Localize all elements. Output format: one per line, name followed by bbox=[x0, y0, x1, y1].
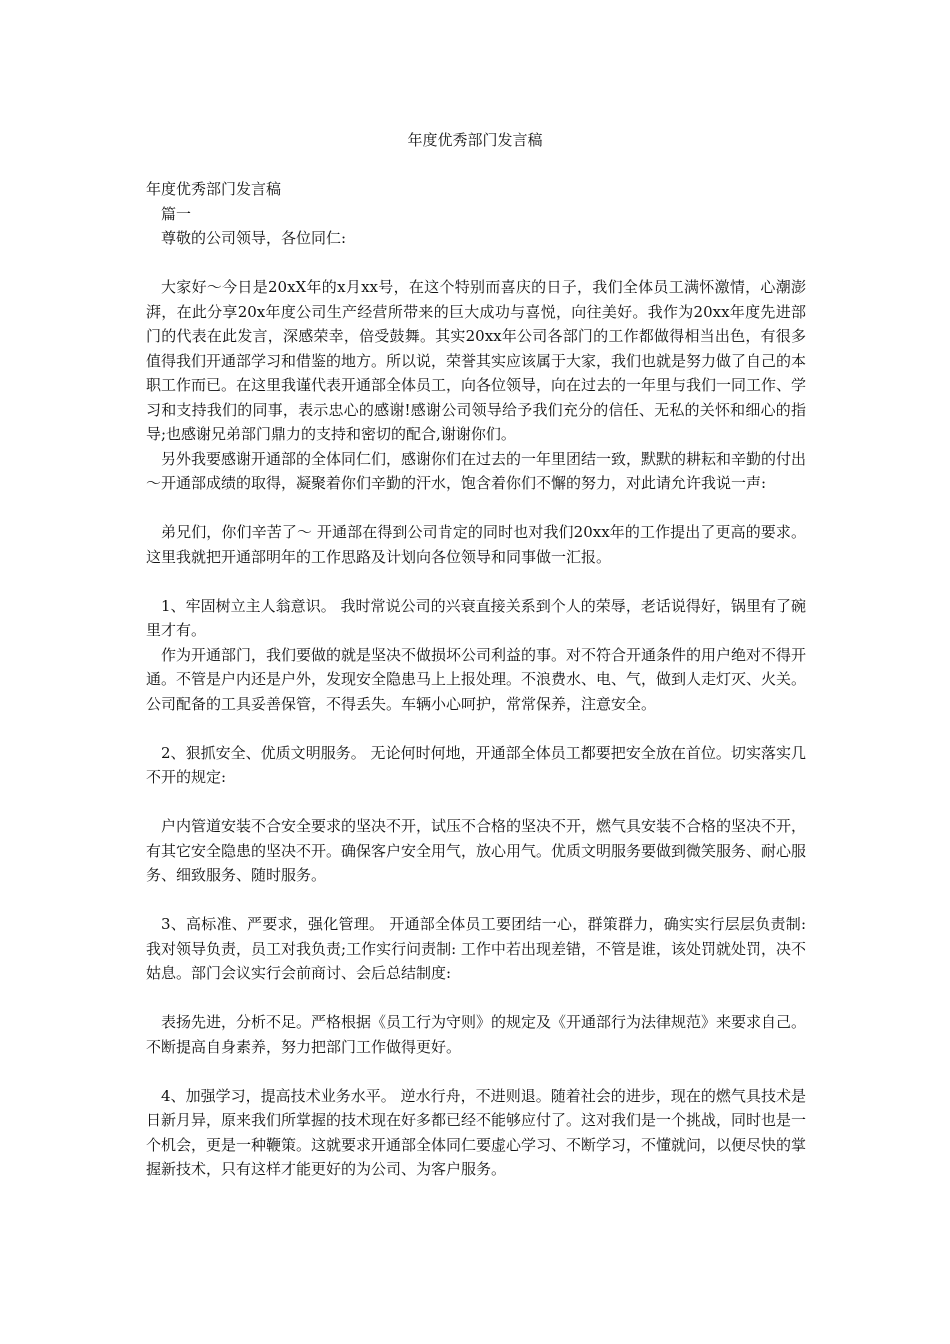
document-body bbox=[146, 177, 806, 1182]
paragraph-point-3-detail: 表扬先进，分析不足。严格根据《员工行为守则》的规定及《开通部行为法律规范》来要求自己。不断提高自身素养，努力把部门工作做得更好。 bbox=[146, 1013, 807, 1056]
paragraph-point-3: 3、高标准、严要求，强化管理。 开通部全体员工要团结一心，群策群力，确实实行层层负责制:我对领导负责，员工对我负责;工作实行问责制: 工作中若出现差错，不管是谁，该处罚就处罚，决不姑息。部门会议实行会前商讨、会后总结制度: bbox=[146, 915, 806, 982]
spacer bbox=[146, 790, 806, 815]
spacer bbox=[146, 569, 806, 594]
spacer bbox=[146, 251, 806, 276]
spacer bbox=[146, 1059, 806, 1084]
paragraph-thanks-team: 另外我要感谢开通部的全体同仁们，感谢你们在过去的一年里团结一致，默默的耕耘和辛勤的付出～开通部成绩的取得，凝聚着你们辛勤的汗水，饱含着你们不懈的努力，对此请允许我说一声: bbox=[146, 449, 807, 492]
spacer bbox=[146, 888, 806, 913]
document-title: 年度优秀部门发言稿 bbox=[407, 131, 543, 149]
paragraph-greeting: 大家好～今日是20xX年的x月xx号，在这个特别而喜庆的日子，我们全体员工满怀激情，心潮澎湃，在此分享20x年度公司生产经营所带来的巨大成功与喜悦，向往美好。我作为20xx年度先进部门的代表在此发言，深感荣幸，倍受鼓舞。其实20xx年公司各部门的工作都做得相当出色，有很多值得我们开通部学习和借鉴的地方。所以说，荣誉其实应该属于大家，我们也就是努力做了自己的本职工作而已。在这里我谨代表开通部全体员工，向各位领导，向在过去的一年里与我们一同工作、学习和支持我们的同事，表示忠心的感谢!感谢公司领导给予我们充分的信任、无私的关怀和细心的指导;也感谢兄弟部门鼎力的支持和密切的配合,谢谢你们。 bbox=[146, 278, 807, 443]
section-label: 篇一 bbox=[161, 204, 192, 223]
paragraph-brothers: 弟兄们，你们辛苦了～ 开通部在得到公司肯定的同时也对我们20xx年的工作提出了更高的要求。这里我就把开通部明年的工作思路及计划向各位领导和同事做一汇报。 bbox=[146, 523, 806, 566]
paragraph-point-4: 4、加强学习，提高技术业务水平。 逆水行舟，不进则退。随着社会的进步，现在的燃气具技术是日新月异，原来我们所掌握的技术现在好多都已经不能够应付了。这对我们是一个挑战，同时也是一个机会，更是一种鞭策。这就要求开通部全体同仁要虚心学习、不断学习，不懂就问，以便尽快的掌握新技术，只有这样才能更好的为公司、为客户服务。 bbox=[146, 1086, 807, 1178]
document-heading: 年度优秀部门发言稿 bbox=[146, 180, 282, 198]
paragraph-point-2-detail: 户内管道安装不合安全要求的坚决不开，试压不合格的坚决不开，燃气具安装不合格的坚决不开，有其它安全隐患的坚决不开。确保客户安全用气，放心用气。优质文明服务要做到微笑服务、耐心服务、细致服务、随时服务。 bbox=[146, 817, 807, 884]
paragraph-point-1-detail: 作为开通部门，我们要做的就是坚决不做损坏公司利益的事。对不符合开通条件的用户绝对不得开通。不管是户内还是户外，发现安全隐患马上上报处理。不浪费水、电、气，做到人走灯灭、火关。公司配备的工具妥善保管，不得丢失。车辆小心呵护，常常保养，注意安全。 bbox=[146, 645, 807, 713]
paragraph-point-2: 2、狠抓安全、优质文明服务。 无论何时何地，开通部全体员工都要把安全放在首位。切实落实几不开的规定: bbox=[146, 743, 806, 786]
spacer bbox=[146, 716, 806, 741]
paragraph-point-1: 1、牢固树立主人翁意识。 我时常说公司的兴衰直接关系到个人的荣辱，老话说得好，锅里有了碗里才有。 bbox=[146, 596, 806, 639]
spacer bbox=[146, 986, 806, 1011]
salutation: 尊敬的公司领导，各位同仁: bbox=[161, 229, 347, 247]
spacer bbox=[146, 496, 806, 521]
